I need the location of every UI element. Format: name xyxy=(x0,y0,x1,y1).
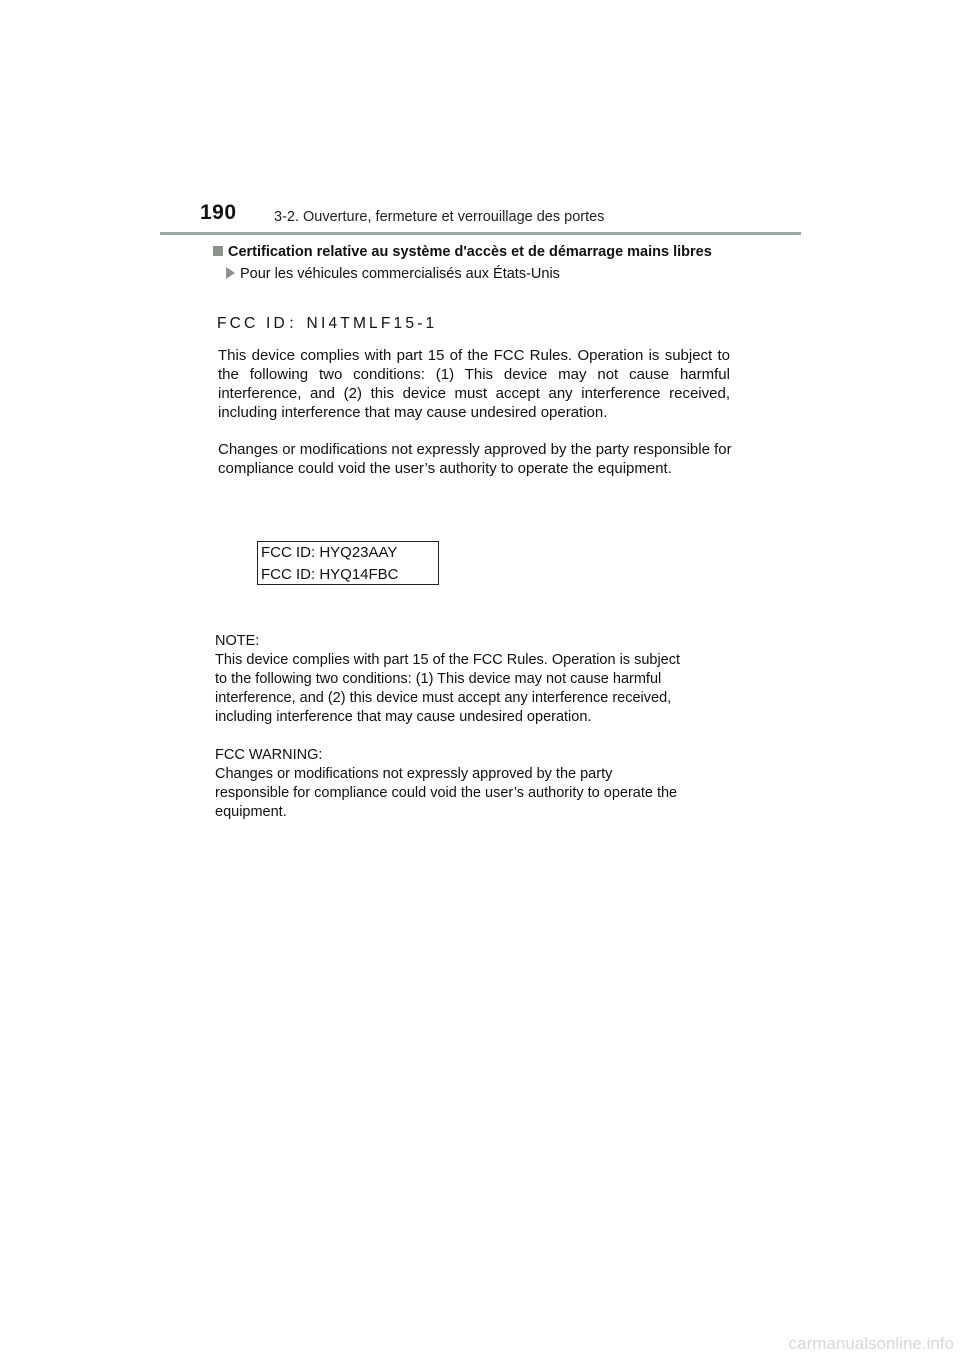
sub-item xyxy=(226,266,560,282)
running-header: 3-2. Ouverture, fermeture et verrouillage des portes xyxy=(274,209,605,225)
fcc-id-box xyxy=(257,541,439,585)
note-body xyxy=(215,651,735,727)
warning-body xyxy=(215,765,735,822)
sub-item-text: Pour les véhicules commercialisés aux États-Unis xyxy=(240,266,560,282)
fcc-id-label-one: FCC ID：NI4TMLF15-1 xyxy=(217,315,438,332)
page-number: 190 xyxy=(200,201,237,224)
warning-title: FCC WARNING: xyxy=(215,747,323,763)
note-line: This device complies with part 15 of the FCC Rules. Operation is subject xyxy=(215,652,681,668)
fcc-id-line-2: FCC ID: HYQ14FBC xyxy=(261,566,399,583)
compliance-paragraph: This device complies with part 15 of the FCC Rules. Operation is subject to the following two conditions: (1) This device may not cause harmful interference, and (2) this device must accept any interference received, including interference that may cause undesired operation. xyxy=(218,347,730,421)
warning-line: equipment. xyxy=(215,804,287,820)
changes-paragraph: Changes or modifications not expressly approved by the party responsible for compliance could void the user’s authority to operate the equipment. xyxy=(218,441,732,477)
note-line: interference, and (2) this device must accept any interference received, xyxy=(215,690,672,706)
warning-line: responsible for compliance could void the user’s authority to operate the xyxy=(215,785,678,801)
note-line: including interference that may cause undesired operation. xyxy=(215,709,592,725)
header-rule xyxy=(160,232,801,235)
section-heading-text: Certification relative au système d'accès et de démarrage mains libres xyxy=(228,244,712,260)
fcc-id-line-1: FCC ID: HYQ23AAY xyxy=(261,544,398,561)
watermark: carmanualsonline.info xyxy=(788,1334,954,1353)
warning-line: Changes or modifications not expressly approved by the party xyxy=(215,766,613,782)
note-line: to the following two conditions: (1) This device may not cause harmful xyxy=(215,671,662,687)
note-title: NOTE: xyxy=(215,633,260,649)
square-bullet-icon xyxy=(213,246,223,256)
section-heading xyxy=(213,244,712,260)
triangle-bullet-icon xyxy=(226,267,235,279)
